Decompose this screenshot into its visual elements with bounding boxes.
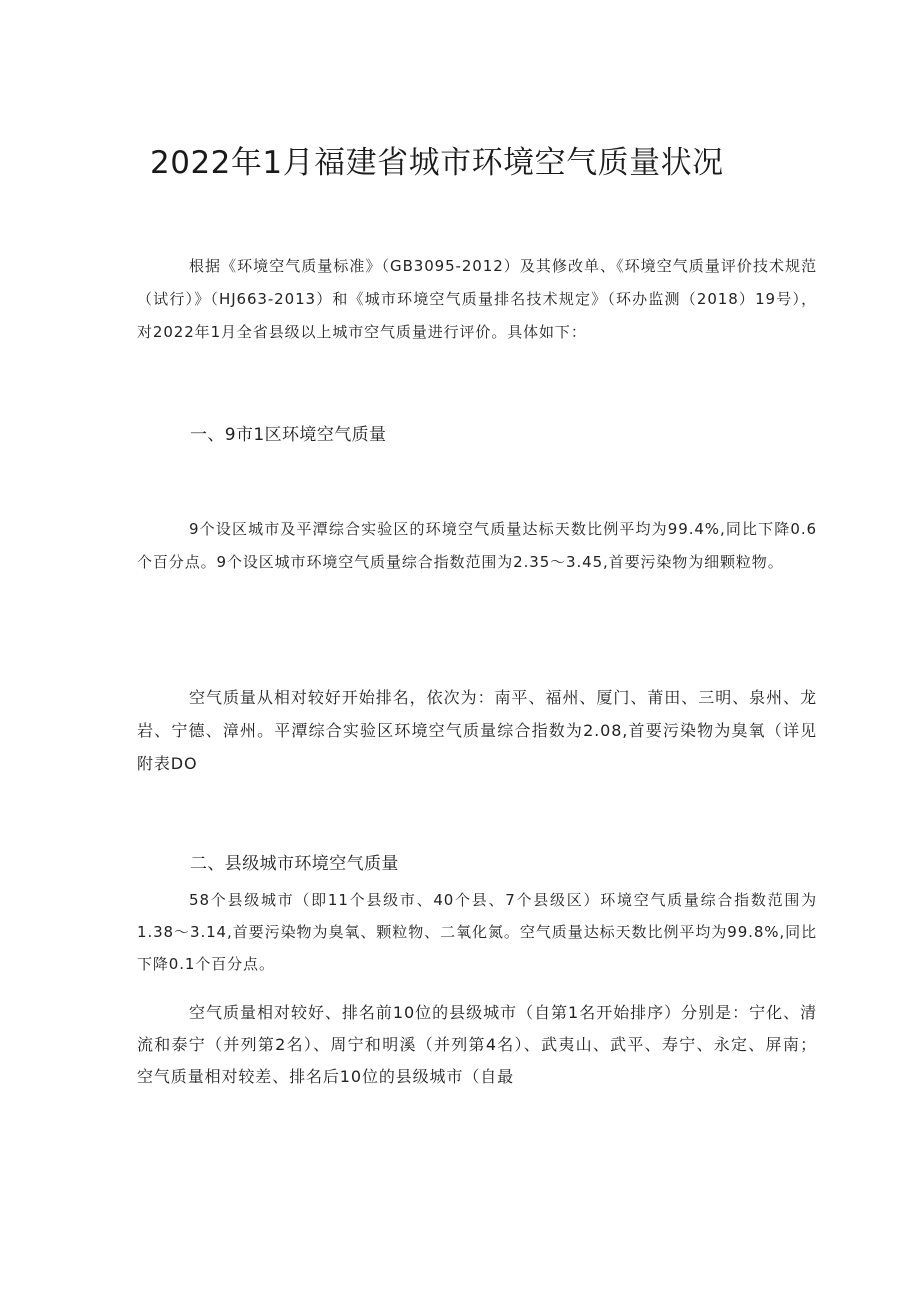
section-2-heading: 二、县级城市环境空气质量 bbox=[190, 854, 399, 874]
section-1-paragraph-2: 空气质量从相对较好开始排名，依次为：南平、福州、厦门、莆田、三明、泉州、龙岩、宁德、漳州。平潭综合实验区环境空气质量综合指数为2.08,首要污染物为臭氧（详见附表DO bbox=[137, 688, 817, 773]
section-1-heading: 一、9市1区环境空气质量 bbox=[190, 425, 387, 445]
section-1-paragraph-1: 9个设区城市及平潭综合实验区的环境空气质量达标天数比例平均为99.4%,同比下降0.6个百分点。9个设区城市环境空气质量综合指数范围为2.35～3.45,首要污染物为细颗粒物。 bbox=[137, 520, 817, 571]
document-title: 2022年1月福建省城市环境空气质量状况 bbox=[150, 145, 724, 181]
section-2-paragraph-2: 空气质量相对较好、排名前10位的县级城市（自第1名开始排序）分别是：宁化、清流和泰宁（并列第2名）、周宁和明溪（并列第4名）、武夷山、武平、寿宁、永定、屏南；空气质量相对较差、排名后10位的县级城市（自最 bbox=[137, 1003, 817, 1086]
section-2-paragraph-1: 58个县级城市（即11个县级市、40个县、7个县级区）环境空气质量综合指数范围为1.38～3.14,首要污染物为臭氧、颗粒物、二氧化氮。空气质量达标天数比例平均为99.8%,同比下降0.1个百分点。 bbox=[137, 891, 817, 973]
intro-paragraph: 根据《环境空气质量标准》（GB3095-2012）及其修改单、《环境空气质量评价技术规范（试行）》（HJ663-2013）和《城市环境空气质量排名技术规定》（环办监测（2018）19号），对2022年1月全省县级以上城市空气质量进行评价。具体如下： bbox=[137, 257, 817, 341]
